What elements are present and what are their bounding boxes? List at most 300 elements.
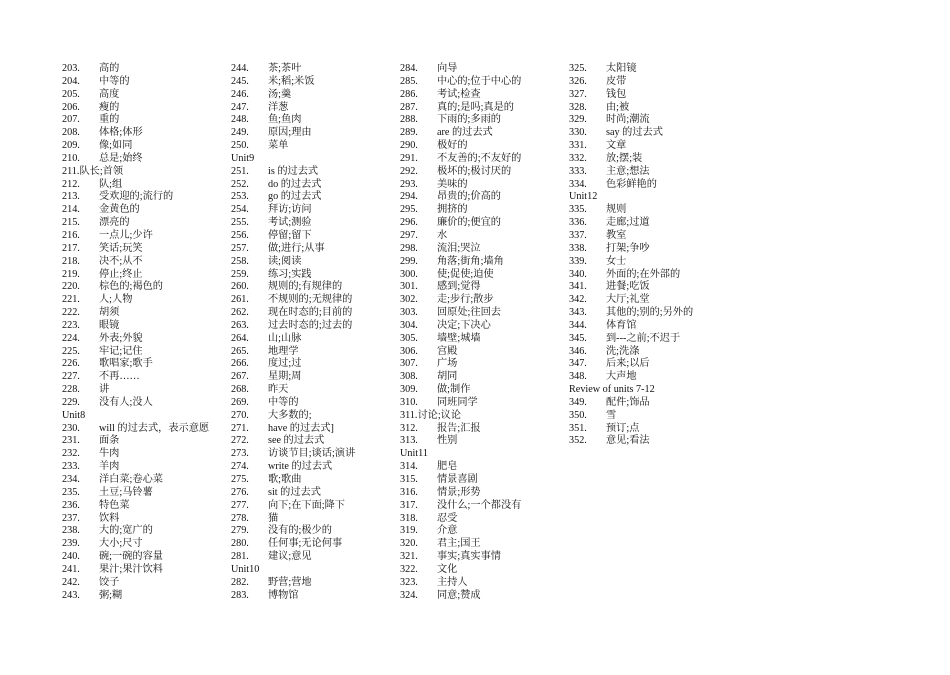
vocab-entry — [231, 140, 401, 153]
entry-meaning: 皮带 — [606, 75, 627, 87]
entry-number: 266. — [231, 358, 249, 370]
entry-number: 293. — [400, 178, 418, 190]
entry-number: 255. — [231, 217, 249, 229]
entry-number: 264. — [231, 332, 249, 344]
vocab-entry — [569, 269, 739, 282]
entry-number: 206. — [62, 101, 80, 113]
entry-number: 300. — [400, 268, 418, 280]
entry-meaning: 钱包 — [606, 88, 627, 100]
vocab-entry — [62, 371, 232, 384]
entry-number: 243. — [62, 589, 80, 601]
entry-meaning: 外表;外貌 — [99, 332, 143, 344]
vocab-entry — [231, 269, 401, 282]
vocab-entry — [62, 230, 232, 243]
entry-number: 257. — [231, 242, 249, 254]
vocab-entry — [231, 384, 401, 397]
vocab-entry — [400, 474, 570, 487]
entry-meaning: 不规则的;无规律的 — [268, 294, 353, 306]
entry-meaning: 粥;糊 — [99, 589, 123, 601]
entry-meaning: 配件;饰品 — [606, 396, 650, 408]
vocab-entry — [400, 397, 570, 410]
entry-meaning: 星期;周 — [268, 371, 302, 383]
entry-number: 207. — [62, 114, 80, 126]
entry-number: 352. — [569, 435, 587, 447]
vocab-entry — [400, 102, 570, 115]
entry-number: 246. — [231, 88, 249, 100]
vocab-entry — [400, 281, 570, 294]
entry-meaning: 角落;街角;墙角 — [437, 255, 504, 267]
entry-number: 226. — [62, 358, 80, 370]
entry-number: 261. — [231, 294, 249, 306]
vocab-entry — [62, 114, 232, 127]
vocab-entry — [231, 538, 401, 551]
vocab-entry — [400, 243, 570, 256]
section-heading — [400, 448, 570, 461]
entry-number: 220. — [62, 281, 80, 293]
entry-meaning: 走;步行;散步 — [437, 294, 494, 306]
vocab-entry — [62, 243, 232, 256]
entry-number: 271. — [231, 422, 249, 434]
entry-number: 342. — [569, 294, 587, 306]
entry-meaning: 情景喜剧 — [437, 474, 478, 485]
vocab-entry — [231, 474, 401, 487]
entry-meaning: 笑话;玩笑 — [99, 242, 143, 254]
entry-number: 338. — [569, 242, 587, 254]
entry-meaning: sit 的过去式 — [268, 486, 321, 498]
vocab-entry — [400, 230, 570, 243]
entry-meaning: 向下;在下面;降下 — [268, 499, 345, 511]
entry-meaning: 教室 — [606, 229, 627, 241]
entry-meaning: 建议;意见 — [268, 551, 312, 563]
entry-number: 317. — [400, 499, 418, 511]
entry-number: 336. — [569, 217, 587, 229]
entry-meaning: 昨天 — [268, 384, 289, 396]
vocab-entry — [400, 63, 570, 76]
entry-number: 282. — [231, 576, 249, 588]
entry-meaning: 太阳镜 — [606, 63, 637, 74]
entry-number: 334. — [569, 178, 587, 190]
heading-text: Unit9 — [231, 152, 255, 164]
vocab-entry — [231, 281, 401, 294]
entry-number: 225. — [62, 345, 80, 357]
entry-number: 248. — [231, 114, 249, 126]
heading-text: Unit11 — [400, 448, 428, 460]
entry-meaning: 色彩鲜艳的 — [606, 178, 657, 190]
entry-number: 232. — [62, 448, 80, 460]
entry-meaning: 拥挤的 — [437, 204, 468, 216]
vocab-entry — [62, 346, 232, 359]
entry-number: 212. — [62, 178, 80, 190]
entry-number: 249. — [231, 127, 249, 139]
entry-number: 274. — [231, 461, 249, 473]
entry-number: 239. — [62, 538, 80, 550]
entry-meaning: 一点儿;少许 — [99, 229, 153, 241]
entry-meaning: 文章 — [606, 140, 627, 152]
entry-meaning: 主持人 — [437, 576, 468, 588]
vocab-entry — [400, 320, 570, 333]
vocab-entry — [569, 358, 739, 371]
entry-number: 312. — [400, 422, 418, 434]
entry-meaning: 饮料 — [99, 512, 120, 524]
entry-number: 301. — [400, 281, 418, 293]
vocab-entry — [569, 63, 739, 76]
section-heading — [400, 410, 570, 423]
vocab-entry — [231, 397, 401, 410]
vocab-entry — [400, 127, 570, 140]
vocab-entry — [62, 76, 232, 89]
entry-meaning: 没有的;极少的 — [268, 525, 332, 537]
vocab-entry — [400, 423, 570, 436]
vocab-entry — [400, 577, 570, 590]
entry-meaning: 下雨的;多雨的 — [437, 114, 501, 126]
entry-meaning: 性别 — [437, 435, 458, 447]
entry-number: 345. — [569, 332, 587, 344]
vocab-entry — [400, 333, 570, 346]
entry-meaning: 地理学 — [268, 345, 299, 357]
entry-meaning: 雪 — [606, 409, 617, 421]
entry-meaning: 廉价的;便宜的 — [437, 217, 501, 229]
vocab-entry — [569, 102, 739, 115]
vocab-entry — [400, 513, 570, 526]
entry-number: 314. — [400, 461, 418, 473]
entry-meaning: 忍受 — [437, 512, 458, 524]
entry-number: 351. — [569, 422, 587, 434]
entry-number: 286. — [400, 88, 418, 100]
entry-number: 291. — [400, 152, 418, 164]
entry-meaning: 进餐;吃饭 — [606, 281, 650, 293]
entry-number: 332. — [569, 152, 587, 164]
entry-number: 213. — [62, 191, 80, 203]
vocab-entry — [231, 204, 401, 217]
vocab-entry — [231, 461, 401, 474]
entry-number: 229. — [62, 396, 80, 408]
entry-number: 330. — [569, 127, 587, 139]
vocab-entry — [569, 320, 739, 333]
entry-meaning: 广场 — [437, 358, 458, 370]
vocab-entry — [400, 294, 570, 307]
entry-number: 272. — [231, 435, 249, 447]
entry-number: 269. — [231, 396, 249, 408]
vocab-entry — [62, 525, 232, 538]
entry-meaning: 同意;赞成 — [437, 589, 481, 601]
vocab-entry — [231, 217, 401, 230]
vocab-entry — [569, 114, 739, 127]
entry-number: 235. — [62, 486, 80, 498]
vocab-entry — [231, 63, 401, 76]
entry-number: 204. — [62, 75, 80, 87]
vocab-entry — [231, 410, 401, 423]
entry-number: 273. — [231, 448, 249, 460]
entry-meaning: 不再…… — [99, 371, 140, 383]
entry-meaning: 果汁;果汁饮料 — [99, 563, 163, 575]
entry-meaning: 任何事;无论何事 — [268, 538, 343, 550]
entry-meaning: have 的过去式] — [268, 422, 334, 434]
vocab-entry — [231, 256, 401, 269]
entry-number: 289. — [400, 127, 418, 139]
entry-number: 218. — [62, 255, 80, 267]
entry-meaning: 读;阅读 — [268, 255, 302, 267]
vocab-entry — [569, 256, 739, 269]
entry-meaning: 昂贵的;价高的 — [437, 191, 501, 203]
vocab-entry — [400, 525, 570, 538]
entry-number: 238. — [62, 525, 80, 537]
entry-number: 209. — [62, 140, 80, 152]
vocab-entry — [569, 294, 739, 307]
vocab-entry — [569, 423, 739, 436]
entry-number: 299. — [400, 255, 418, 267]
entry-number: 288. — [400, 114, 418, 126]
vocab-entry — [62, 487, 232, 500]
entry-meaning: 洗;洗涤 — [606, 345, 640, 357]
entry-meaning: 大厅;礼堂 — [606, 294, 650, 306]
vocab-entry — [62, 513, 232, 526]
vocab-entry — [569, 410, 739, 423]
entry-number: 203. — [62, 63, 80, 74]
entry-meaning: 茶;茶叶 — [268, 63, 302, 74]
heading-text: 211.队长;首领 — [62, 165, 124, 177]
entry-meaning: 现在时态的;目前的 — [268, 307, 353, 319]
vocab-column-2 — [231, 63, 401, 602]
entry-number: 237. — [62, 512, 80, 524]
entry-number: 297. — [400, 229, 418, 241]
vocab-entry — [400, 371, 570, 384]
entry-meaning: 过去时态的;过去的 — [268, 319, 353, 331]
entry-number: 326. — [569, 75, 587, 87]
entry-meaning: are 的过去式 — [437, 127, 493, 139]
entry-number: 278. — [231, 512, 249, 524]
entry-meaning: 羊肉 — [99, 461, 120, 473]
vocab-entry — [62, 333, 232, 346]
entry-number: 227. — [62, 371, 80, 383]
entry-meaning: 停留;留下 — [268, 229, 312, 241]
entry-meaning: 面条 — [99, 435, 120, 447]
vocab-entry — [62, 590, 232, 603]
entry-number: 222. — [62, 307, 80, 319]
entry-number: 340. — [569, 268, 587, 280]
entry-number: 230. — [62, 422, 80, 434]
vocab-entry — [62, 89, 232, 102]
vocab-entry — [62, 435, 232, 448]
entry-meaning: 意见;看法 — [606, 435, 650, 447]
vocab-entry — [400, 217, 570, 230]
entry-meaning: 大小;尺寸 — [99, 538, 143, 550]
entry-meaning: say 的过去式 — [606, 127, 663, 139]
heading-text: 311.讨论;议论 — [400, 409, 462, 421]
entry-meaning: write 的过去式 — [268, 461, 333, 473]
entry-meaning: 访谈节目;谈话;演讲 — [268, 448, 356, 460]
entry-meaning: 决定;下决心 — [437, 319, 491, 331]
entry-meaning: 流泪;哭泣 — [437, 242, 481, 254]
entry-number: 250. — [231, 140, 249, 152]
entry-meaning: 感到;觉得 — [437, 281, 481, 293]
entry-number: 254. — [231, 204, 249, 216]
entry-meaning: 事实;真实事情 — [437, 551, 501, 563]
entry-number: 344. — [569, 319, 587, 331]
entry-meaning: 到---之前;不迟于 — [606, 332, 681, 344]
vocab-entry — [569, 435, 739, 448]
entry-meaning: 讲 — [99, 384, 110, 396]
vocab-entry — [62, 256, 232, 269]
vocab-entry — [62, 577, 232, 590]
entry-number: 214. — [62, 204, 80, 216]
entry-meaning: 后来;以后 — [606, 358, 650, 370]
entry-number: 265. — [231, 345, 249, 357]
entry-meaning: 像;如同 — [99, 140, 133, 152]
entry-number: 260. — [231, 281, 249, 293]
entry-number: 228. — [62, 384, 80, 396]
entry-meaning: 体格;体形 — [99, 127, 143, 139]
entry-meaning: 重的 — [99, 114, 120, 126]
entry-meaning: 打架;争吵 — [606, 242, 650, 254]
section-heading — [569, 191, 739, 204]
vocab-entry — [400, 590, 570, 603]
vocab-entry — [231, 525, 401, 538]
entry-meaning: 肥皂 — [437, 461, 458, 473]
vocab-entry — [62, 127, 232, 140]
entry-meaning: 大的;宽广的 — [99, 525, 153, 537]
entry-meaning: 不友善的;不友好的 — [437, 152, 522, 164]
vocab-entry — [569, 346, 739, 359]
vocab-entry — [569, 243, 739, 256]
entry-meaning: 大声地 — [606, 371, 637, 383]
vocab-entry — [400, 564, 570, 577]
entry-number: 252. — [231, 178, 249, 190]
vocab-entry — [400, 114, 570, 127]
entry-meaning: 向导 — [437, 63, 458, 74]
vocab-entry — [569, 76, 739, 89]
entry-meaning: 博物馆 — [268, 589, 299, 601]
entry-meaning: 外面的;在外部的 — [606, 268, 681, 280]
entry-meaning: 由;被 — [606, 101, 630, 113]
vocab-entry — [400, 384, 570, 397]
vocab-entry — [231, 435, 401, 448]
vocab-entry — [62, 564, 232, 577]
entry-number: 262. — [231, 307, 249, 319]
vocab-column-3 — [400, 63, 570, 602]
entry-meaning: 真的;是吗;真是的 — [437, 101, 514, 113]
entry-number: 346. — [569, 345, 587, 357]
entry-number: 322. — [400, 563, 418, 575]
entry-meaning: 中等的 — [268, 396, 299, 408]
vocab-entry — [400, 191, 570, 204]
vocab-entry — [231, 294, 401, 307]
entry-number: 339. — [569, 255, 587, 267]
entry-number: 242. — [62, 576, 80, 588]
entry-meaning: 瘦的 — [99, 101, 120, 113]
entry-number: 208. — [62, 127, 80, 139]
entry-number: 296. — [400, 217, 418, 229]
entry-meaning: 决不;从不 — [99, 255, 143, 267]
entry-meaning: 练习;实践 — [268, 268, 312, 280]
entry-number: 315. — [400, 474, 418, 485]
vocab-entry — [231, 166, 401, 179]
vocab-entry — [569, 89, 739, 102]
entry-number: 205. — [62, 88, 80, 100]
entry-number: 303. — [400, 307, 418, 319]
entry-meaning: will 的过去式，表示意愿 — [99, 422, 210, 434]
entry-number: 276. — [231, 486, 249, 498]
entry-number: 350. — [569, 409, 587, 421]
entry-number: 217. — [62, 242, 80, 254]
entry-number: 327. — [569, 88, 587, 100]
entry-number: 290. — [400, 140, 418, 152]
entry-meaning: 土豆;马铃薯 — [99, 486, 153, 498]
vocab-entry — [231, 179, 401, 192]
entry-number: 302. — [400, 294, 418, 306]
heading-text: Unit12 — [569, 191, 598, 203]
vocab-entry — [62, 358, 232, 371]
entry-meaning: 度过;过 — [268, 358, 302, 370]
entry-meaning: 报告;汇报 — [437, 422, 481, 434]
entry-number: 306. — [400, 345, 418, 357]
vocab-entry — [62, 269, 232, 282]
vocab-entry — [231, 307, 401, 320]
entry-number: 234. — [62, 474, 80, 485]
entry-number: 270. — [231, 409, 249, 421]
entry-meaning: 考试;检查 — [437, 88, 481, 100]
entry-meaning: 做;进行;从事 — [268, 242, 325, 254]
entry-meaning: see 的过去式 — [268, 435, 325, 447]
vocab-entry — [400, 89, 570, 102]
entry-number: 258. — [231, 255, 249, 267]
vocab-entry — [569, 371, 739, 384]
entry-meaning: 中等的 — [99, 75, 130, 87]
vocab-column-1 — [62, 63, 232, 602]
entry-number: 259. — [231, 268, 249, 280]
vocab-entry — [62, 307, 232, 320]
heading-text: Unit8 — [62, 409, 86, 421]
vocab-entry — [62, 140, 232, 153]
vocab-entry — [231, 358, 401, 371]
entry-meaning: 墙壁;城墙 — [437, 332, 481, 344]
entry-meaning: 极坏的;极讨厌的 — [437, 165, 512, 177]
section-heading — [569, 384, 739, 397]
entry-meaning: 体育馆 — [606, 319, 637, 331]
entry-meaning: 做;制作 — [437, 384, 471, 396]
vocab-entry — [400, 500, 570, 513]
entry-meaning: 高度 — [99, 88, 120, 100]
entry-meaning: 歌唱家;歌手 — [99, 358, 153, 370]
section-heading — [62, 410, 232, 423]
entry-number: 280. — [231, 538, 249, 550]
entry-number: 328. — [569, 101, 587, 113]
entry-meaning: go 的过去式 — [268, 191, 322, 203]
entry-number: 219. — [62, 268, 80, 280]
entry-meaning: 文化 — [437, 563, 458, 575]
vocab-entry — [62, 281, 232, 294]
entry-number: 319. — [400, 525, 418, 537]
entry-number: 323. — [400, 576, 418, 588]
entry-meaning: 牛肉 — [99, 448, 120, 460]
entry-meaning: 停止;终止 — [99, 268, 143, 280]
entry-meaning: 水 — [437, 229, 448, 241]
entry-meaning: 棕色的;褐色的 — [99, 281, 163, 293]
entry-number: 348. — [569, 371, 587, 383]
entry-meaning: 宫殿 — [437, 345, 458, 357]
entry-number: 305. — [400, 332, 418, 344]
vocab-entry — [569, 127, 739, 140]
entry-meaning: 胡同 — [437, 371, 458, 383]
entry-number: 221. — [62, 294, 80, 306]
entry-meaning: 考试;测验 — [268, 217, 312, 229]
vocab-entry — [231, 423, 401, 436]
entry-number: 343. — [569, 307, 587, 319]
vocab-entry — [231, 448, 401, 461]
entry-meaning: 米;稻;米饭 — [268, 75, 315, 87]
vocab-entry — [62, 538, 232, 551]
entry-meaning: 极好的 — [437, 140, 468, 152]
vocab-entry — [231, 191, 401, 204]
